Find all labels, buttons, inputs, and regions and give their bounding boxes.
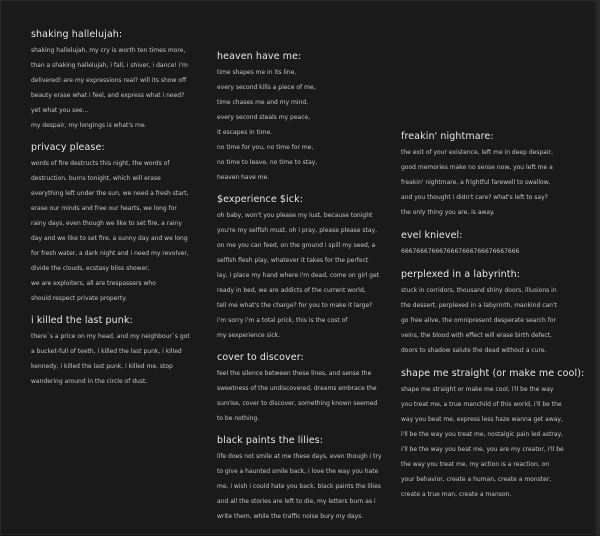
lyric-line: kennedy, i killed the last punk, i killed me, stop	[31, 363, 173, 370]
song-title: freakin' nightmare:	[401, 131, 494, 142]
song-block	[401, 368, 589, 502]
lyric-line: and you thought i didn't care? what's left to say?	[401, 194, 548, 201]
lyric-line: i'll be the way you beat me, you are my creator, i'll be	[401, 446, 564, 453]
song-title: $experience $ick:	[217, 194, 304, 205]
lyric-line: feel the silence between these lines, and sense the	[217, 370, 372, 377]
lyric-line: selfish flesh play, whatever it takes for the perfect	[217, 257, 369, 264]
lyric-line: go free alive, the omnipresent desperate search for	[401, 317, 556, 324]
lyric-line: good memories make no sense now, you left me a	[401, 164, 553, 171]
lyric-line: every second kills a piece of me,	[217, 84, 316, 91]
lyric-line: to be nothing.	[217, 415, 260, 422]
song-block	[401, 269, 589, 358]
lyric-line: destruction, burns tonight, which will erase	[31, 175, 161, 182]
lyric-line: your behavior, create a human, create a monster,	[401, 476, 552, 483]
lyric-line: we are exploiters, all are trespassers who	[31, 280, 156, 287]
lyric-line: lay, i place my hand where i'm dead, come on girl get	[217, 272, 379, 279]
lyric-line: me, i wish i could hate you back, black paints the lilies	[217, 483, 381, 490]
song-title: heaven have me:	[217, 51, 302, 62]
lyric-line: divide the clouds, ecstasy bliss shower,	[31, 265, 150, 272]
lyric-line: shaking hallelujah, my cry is worth ten times more,	[31, 47, 186, 54]
column-left	[31, 29, 213, 389]
lyric-line: on me you can feed, on the ground i spill my seed, a	[217, 242, 376, 249]
lyric-line: there`s a price on my head, and my neighbour`s got	[31, 333, 190, 340]
lyric-line: delivered! are my expressions real? will its show off	[31, 77, 187, 84]
song-block	[31, 29, 213, 133]
lyric-line: ready in bed, we are addicts of the current world,	[217, 287, 366, 294]
song-title: privacy please:	[31, 142, 105, 153]
lyric-line: the dessert, perplexed in a labyrinth, mankind can't	[401, 302, 557, 309]
lyric-line: stuck in corridors, thousand shiny doors, illusions in	[401, 287, 557, 294]
lyric-line: it escapes in time.	[217, 129, 273, 136]
lyric-line: no time for you, no time for me,	[217, 144, 314, 151]
lyric-line: no time to leave, no time to stay,	[217, 159, 318, 166]
lyric-line: way you beat me, express less haze wanna get away,	[401, 416, 563, 423]
column-right	[401, 131, 589, 502]
lyric-line: than a shaking hallelujah, i fall, i shiver, i dance! i'm	[31, 62, 188, 69]
lyric-line: write them, while the traffic noise bury my days.	[217, 513, 364, 520]
lyric-line: you're my selfish must, oh i pray, please please stay,	[217, 227, 377, 234]
page-edge	[593, 1, 599, 536]
lyric-line: the only thing you are, is away.	[401, 209, 495, 216]
song-block	[217, 51, 403, 185]
song-title: shape me straight (or make me cool):	[401, 368, 585, 379]
lyric-line: the way you treat me, my action is a reaction, on	[401, 461, 550, 468]
lyric-line: erase our minds and free our hearts, we long for	[31, 205, 177, 212]
lyric-line: i'm sorry i'm a total prick, this is the cost of	[217, 317, 348, 324]
lyric-line: life does not smile at me these days, even though i try	[217, 453, 382, 460]
song-title: cover to discover:	[217, 352, 304, 363]
lyric-line: rainy days, even though we like to set fire, a rainy	[31, 220, 182, 227]
lyric-line: heaven have me.	[217, 174, 270, 181]
lyric-line: wandering around in the circle of dust.	[31, 378, 148, 385]
lyric-line: yet what you see...	[31, 107, 89, 114]
lyric-line: you treat me, a true manchild of this world, i'll be the	[401, 401, 562, 408]
lyric-line: shape me straight or make me cool, i'll be the way	[401, 386, 554, 393]
column-middle	[217, 51, 403, 524]
lyric-line: time chases me and my mind,	[217, 99, 309, 106]
song-block	[401, 230, 589, 259]
lyric-line: veins, the blood with effect will erase birth defect,	[401, 332, 552, 339]
lyric-line: every second steals my peace,	[217, 114, 311, 121]
song-block	[217, 194, 403, 343]
song-block	[31, 142, 213, 306]
lyric-line: everything left under the sun, we need a fresh start,	[31, 190, 189, 197]
lyric-line: day and we like to set fire, a sunny day and we long	[31, 235, 188, 242]
song-title: i killed the last punk:	[31, 315, 133, 326]
lyric-line: words of fire destructs this night, the words of	[31, 160, 170, 167]
lyric-line: a bucket-full of teeth, i killed the last punk, i killed	[31, 348, 182, 355]
lyric-line: freakin' nightmare, a frightful farewell to swallow,	[401, 179, 551, 186]
lyric-line: create a true man, create a manson.	[401, 491, 512, 498]
lyric-line: beauty erase what i feel, and express what i need?	[31, 92, 185, 99]
song-block	[217, 435, 403, 524]
song-title: perplexed in a labyrinth:	[401, 269, 521, 280]
lyric-line: oh baby, won't you please my lust, because tonight	[217, 212, 373, 219]
lyric-line: my despair, my longings is what's me.	[31, 122, 147, 129]
lyric-line: 6667666766676667666766676667666	[401, 248, 520, 255]
lyric-line: and all the stories are left to die, my letters burn as i	[217, 498, 376, 505]
lyric-line: time shapes me in its line,	[217, 69, 297, 76]
lyric-line: tell me what's the charge? for you to make it large?	[217, 302, 373, 309]
lyric-line: i'll be the way you treat me, nostalgic pain led astray,	[401, 431, 564, 438]
lyric-line: for fresh water, a dark night and i need my revolver,	[31, 250, 189, 257]
lyric-line: doors to shadow salute the dead without a cure.	[401, 347, 547, 354]
song-block	[217, 352, 403, 426]
song-block	[401, 131, 589, 220]
song-title: evel knievel:	[401, 230, 463, 241]
song-block	[31, 315, 213, 389]
lyric-line: to give a haunted smile back, i love the way you hate	[217, 468, 379, 475]
song-title: shaking hallelujah:	[31, 29, 123, 40]
song-title: black paints the lilies:	[217, 435, 324, 446]
lyric-line: sweetness of the undiscovered, dreams embrace the	[217, 385, 377, 392]
lyric-line: should respect private property.	[31, 295, 127, 302]
lyric-line: the exit of your existence, left me in deep despair,	[401, 149, 553, 156]
lyric-line: sunrise, cover to discover, something known seemed	[217, 400, 378, 407]
lyric-line: my sexperience sick.	[217, 332, 281, 339]
